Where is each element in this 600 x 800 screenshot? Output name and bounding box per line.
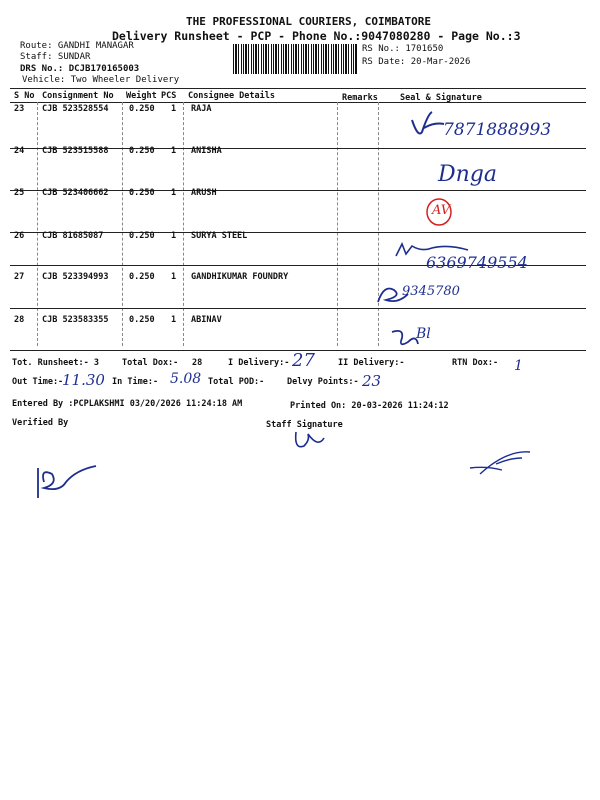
row-consignment: CJB 523515588	[42, 146, 109, 156]
row-consignee: GANDHIKUMAR FOUNDRY	[191, 272, 289, 282]
signature-circle-red	[424, 196, 454, 228]
verified-by-label: Verified By	[12, 418, 69, 428]
col-divider	[378, 102, 379, 346]
corner-signature-scribble	[466, 444, 536, 480]
vehicle-label: Vehicle: Two Wheeler Delivery	[22, 75, 180, 85]
company-name: THE PROFESSIONAL COURIERS, COIMBATORE	[186, 15, 432, 28]
row-consignee: ARUSH	[191, 188, 217, 198]
ii-delivery-label: II Delivery:-	[338, 358, 405, 368]
signature-row-23: 7871888993	[443, 120, 552, 140]
in-time-label: In Time:-	[112, 377, 159, 387]
row-weight: 0.250	[129, 188, 155, 198]
col-divider	[122, 102, 123, 346]
col-header-pcs: PCS	[161, 91, 177, 101]
row-pcs: 1	[171, 231, 177, 241]
row-consignment: CJB 81685087	[42, 231, 104, 241]
col-header-consignment: Consignment No	[42, 91, 114, 101]
staff-signature-scribble	[288, 428, 328, 454]
row-consignment: CJB 523394993	[42, 272, 109, 282]
delvy-points-label: Delvy Points:-	[287, 377, 359, 387]
row-weight: 0.250	[129, 231, 155, 241]
col-header-weight: Weight	[126, 91, 157, 101]
row-sno: 24	[14, 146, 25, 156]
i-delivery-value: 27	[292, 350, 315, 371]
staff-signature-label: Staff Signature	[266, 420, 343, 430]
signature-row-25: AV	[432, 203, 451, 218]
i-delivery-label: I Delivery:-	[228, 358, 290, 368]
out-time-label: Out Time:-	[12, 377, 64, 387]
row-consignment: CJB 523406662	[42, 188, 109, 198]
table-header-border	[10, 102, 586, 103]
row-weight: 0.250	[129, 146, 155, 156]
row-sno: 26	[14, 231, 25, 241]
signature-scribble	[408, 108, 448, 142]
total-runsheet: Tot. Runsheet:- 3	[12, 358, 99, 368]
row-sno: 28	[14, 315, 25, 325]
row-sno: 25	[14, 188, 25, 198]
row-pcs: 1	[171, 272, 177, 282]
barcode	[233, 44, 357, 74]
row-consignee: ANISHA	[191, 146, 222, 156]
verifier-signature-scribble	[30, 462, 100, 502]
col-divider	[183, 102, 184, 346]
runsheet-title: Delivery Runsheet - PCP - Phone No.:9047080280 - Page No.:3	[112, 29, 521, 43]
row-consignee: SURYA STEEL	[191, 231, 248, 241]
col-header-remarks: Remarks	[342, 93, 378, 103]
signature-row-28: Bl	[416, 326, 431, 342]
rs-date: RS Date: 20-Mar-2026	[362, 57, 471, 67]
row-weight: 0.250	[129, 272, 155, 282]
col-divider	[37, 102, 38, 346]
signature-row-27: 9345780	[402, 284, 460, 299]
row-weight: 0.250	[129, 315, 155, 325]
total-dox-label: Total Dox:-	[122, 358, 179, 368]
row-pcs: 1	[171, 315, 177, 325]
rtn-dox-label: RTN Dox:-	[452, 358, 499, 368]
row-consignee: ABINAV	[191, 315, 222, 325]
row-consignee: RAJA	[191, 104, 212, 114]
printed-on: Printed On: 20-03-2026 11:24:12	[290, 401, 449, 411]
staff-label: Staff: SUNDAR	[20, 52, 91, 62]
row-pcs: 1	[171, 146, 177, 156]
row-pcs: 1	[171, 188, 177, 198]
total-pod-label: Total POD:-	[208, 377, 265, 387]
out-time-value: 11.30	[62, 371, 105, 389]
drs-number: DRS No.: DCJB170165003	[20, 64, 140, 74]
total-dox-value: 28	[192, 358, 203, 368]
row-consignment: CJB 523583355	[42, 315, 109, 325]
entered-by: Entered By :PCPLAKSHMI 03/20/2026 11:24:18 AM	[12, 399, 243, 409]
row-sno: 27	[14, 272, 25, 282]
col-header-signature: Seal & Signature	[400, 93, 482, 103]
col-header-sno: S No	[14, 91, 35, 101]
rtn-dox-value: 1	[514, 358, 523, 374]
row-weight: 0.250	[129, 104, 155, 114]
row-sno: 23	[14, 104, 25, 114]
signature-row-24: Dnga	[438, 162, 498, 187]
in-time-value: 5.08	[170, 371, 202, 387]
table-top-border	[10, 88, 586, 89]
col-header-consignee: Consignee Details	[188, 91, 275, 101]
route-label: Route: GANDHI MANAGAR	[20, 41, 134, 51]
row-pcs: 1	[171, 104, 177, 114]
row-consignment: CJB 523528554	[42, 104, 109, 114]
signature-row-26: 6369749554	[426, 253, 528, 272]
delvy-points-value: 23	[362, 372, 382, 390]
col-divider	[337, 102, 338, 346]
row-divider	[10, 308, 586, 309]
rs-number: RS No.: 1701650	[362, 44, 444, 54]
